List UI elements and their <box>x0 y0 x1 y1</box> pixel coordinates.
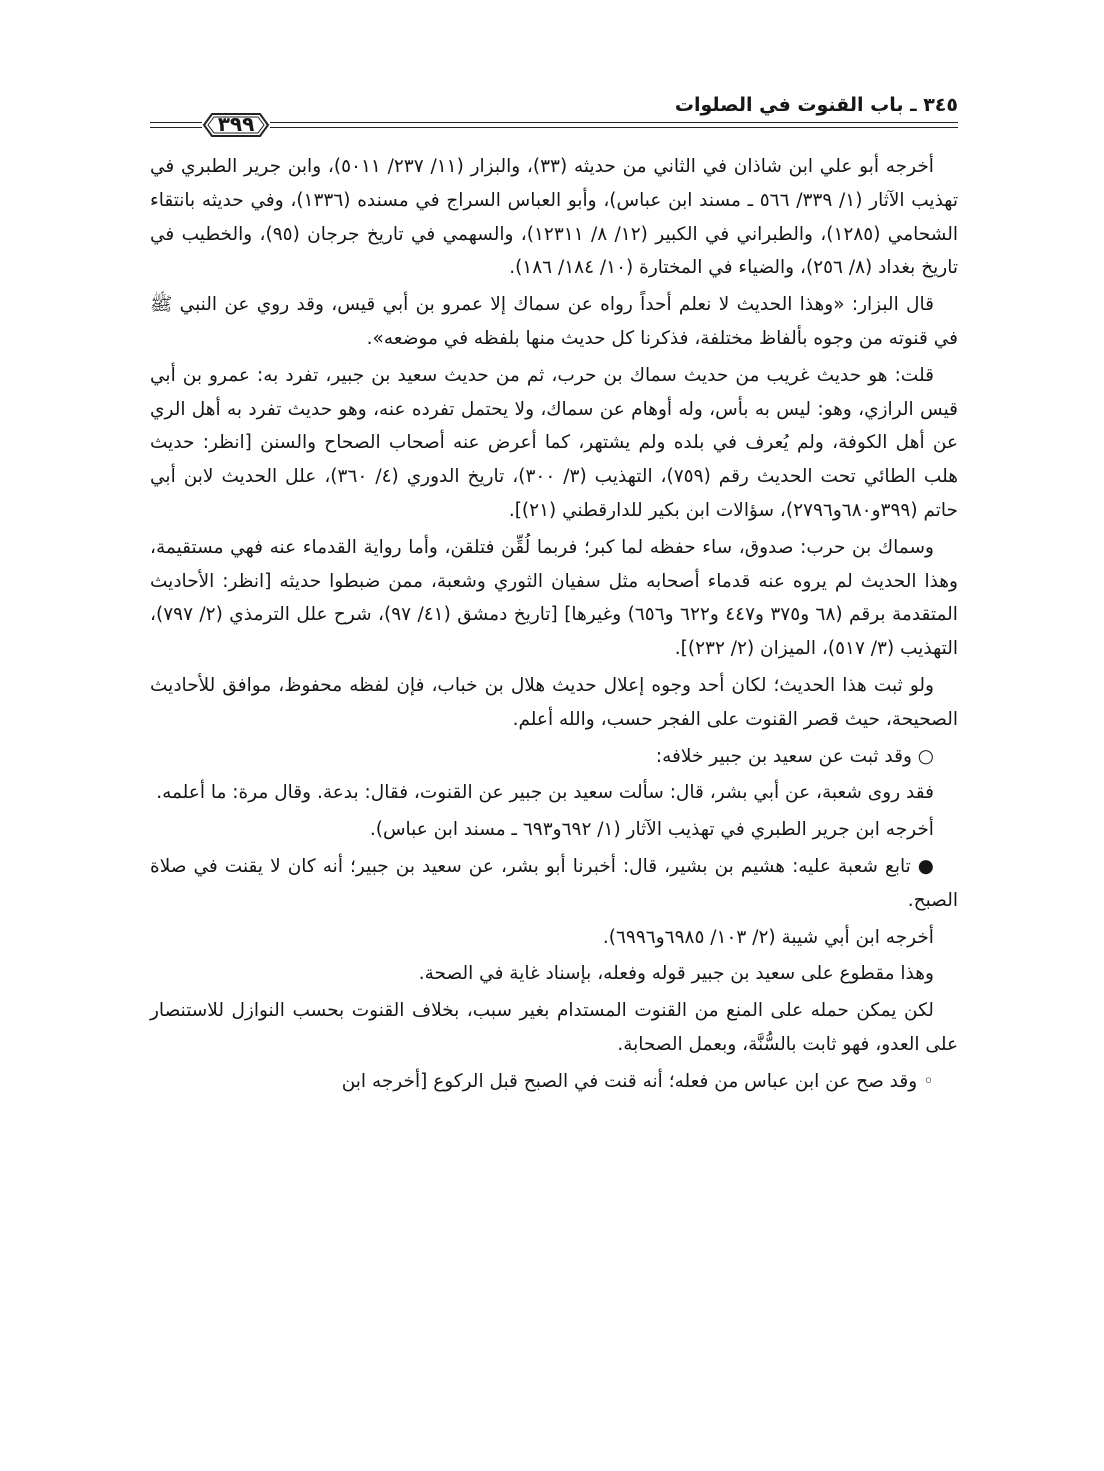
running-title: ٣٤٥ ـ باب القنوت في الصلوات <box>674 94 958 116</box>
header-rule <box>270 122 958 123</box>
paragraph: قال البزار: «وهذا الحديث لا نعلم أحداً رواه عن سماك إلا عمرو بن أبي قيس، وقد روي عن النبي ﷺ في قنوته من وجوه بألفاظ مختلفة، فذكرنا كل حديث منها بلفظه في موضعه». <box>150 294 958 349</box>
paragraph: أخرجه ابن أبي شيبة (٢/ ١٠٣/ ٦٩٨٥و٦٩٩٦). <box>602 926 934 948</box>
header-rule <box>150 127 202 128</box>
paragraph: أخرجه أبو علي ابن شاذان في الثاني من حديثه (٣٣)، والبزار (١١/ ٢٣٧/ ٥٠١١)، وابن جرير الطبري في تهذيب الآثار (١/ ٣٣٩/ ٥٦٦ ـ مسند ابن عباس)، وأبو العباس السراج في مسنده (١٣٣٦)، وفي حديثه بانتقاء الشحامي (١٢٨٥)، والطبراني في الكبير (١٢/ ٨/ ١٢٣١١)، والسهمي في تاريخ جرجان (٩٥)، والخطيب في تاريخ بغداد (٨/ ٢٥٦)، والضياء في المختارة (١٠/ ١٨٤/ ١٨٦). <box>150 156 958 279</box>
page-number: ٣٩٩ <box>217 112 255 136</box>
page-number-badge <box>202 110 270 140</box>
paragraph: وهذا مقطوع على سعيد بن جبير قوله وفعله، بإسناد غاية في الصحة. <box>418 963 934 985</box>
paragraph: وسماك بن حرب: صدوق، ساء حفظه لما كبر؛ فربما لُقِّن فتلقن، وأما رواية القدماء عنه فهي مستقيمة، وهذا الحديث لم يروه عنه قدماء أصحابه مثل سفيان الثوري وشعبة، ممن ضبطوا حديثه [انظر: الأحاديث المتقدمة برقم (٦٨ و٣٧٥ و٤٤٧ و٦٢٢ و٦٥٦) وغيرها] [تاريخ دمشق (٤١/ ٩٧)، شرح علل الترمذي (٢/ ٧٩٧)، التهذيب (٣/ ٥١٧)، الميزان (٢/ ٢٣٢)]. <box>150 536 958 660</box>
page-header <box>150 88 958 136</box>
paragraph: فقد روى شعبة، عن أبي بشر، قال: سألت سعيد بن جبير عن القنوت، فقال: بدعة. وقال مرة: ما أعلمه. <box>156 782 934 804</box>
paragraph: ● تابع شعبة عليه: هشيم بن بشير، قال: أخبرنا أبو بشر، عن سعيد بن جبير؛ أنه كان لا يقنت في صلاة الصبح. <box>150 855 958 911</box>
paragraph: قلت: هو حديث غريب من حديث سماك بن حرب، ثم من حديث سعيد بن جبير، تفرد به: عمرو بن أبي قيس الرازي، وهو: ليس به بأس، وله أوهام عن سماك، ولا يحتمل تفرده عنه، وهو حديث تفرد به أهل الري عن أهل الكوفة، ولم يُعرف في بلده ولم يشتهر، كما أعرض عنه أصحاب الصحاح والسنن [انظر: حديث هلب الطائي تحت الحديث رقم (٧٥٩)، التهذيب (٣/ ٣٠٠)، تاريخ الدوري (٤/ ٣٦٠)، علل الحديث لابن أبي حاتم (٣٩٩و٦٨٠و٢٧٩٦)، سؤالات ابن بكير للدارقطني (٢١)]. <box>150 364 958 521</box>
body-text <box>150 150 958 1102</box>
header-rule <box>150 122 202 123</box>
header-rule <box>270 127 958 128</box>
paragraph: ولو ثبت هذا الحديث؛ لكان أحد وجوه إعلال حديث هلال بن خباب، فإن لفظه محفوظ، موافق للأحاديث الصحيحة، حيث قصر القنوت على الفجر حسب، والله أعلم. <box>150 674 958 730</box>
paragraph: ○ وقد ثبت عن سعيد بن جبير خلافه: <box>655 745 934 767</box>
paragraph: أخرجه ابن جرير الطبري في تهذيب الآثار (١/ ٦٩٢و٦٩٣ ـ مسند ابن عباس). <box>369 819 934 841</box>
paragraph: لكن يمكن حمله على المنع من القنوت المستدام بغير سبب، بخلاف القنوت بحسب النوازل للاستنصار على العدو، فهو ثابت بالسُّنَّة، وبعمل الصحابة. <box>150 1000 958 1055</box>
paragraph: ◦ وقد صح عن ابن عباس من فعله؛ أنه قنت في الصبح قبل الركوع [أخرجه ابن <box>341 1070 934 1092</box>
